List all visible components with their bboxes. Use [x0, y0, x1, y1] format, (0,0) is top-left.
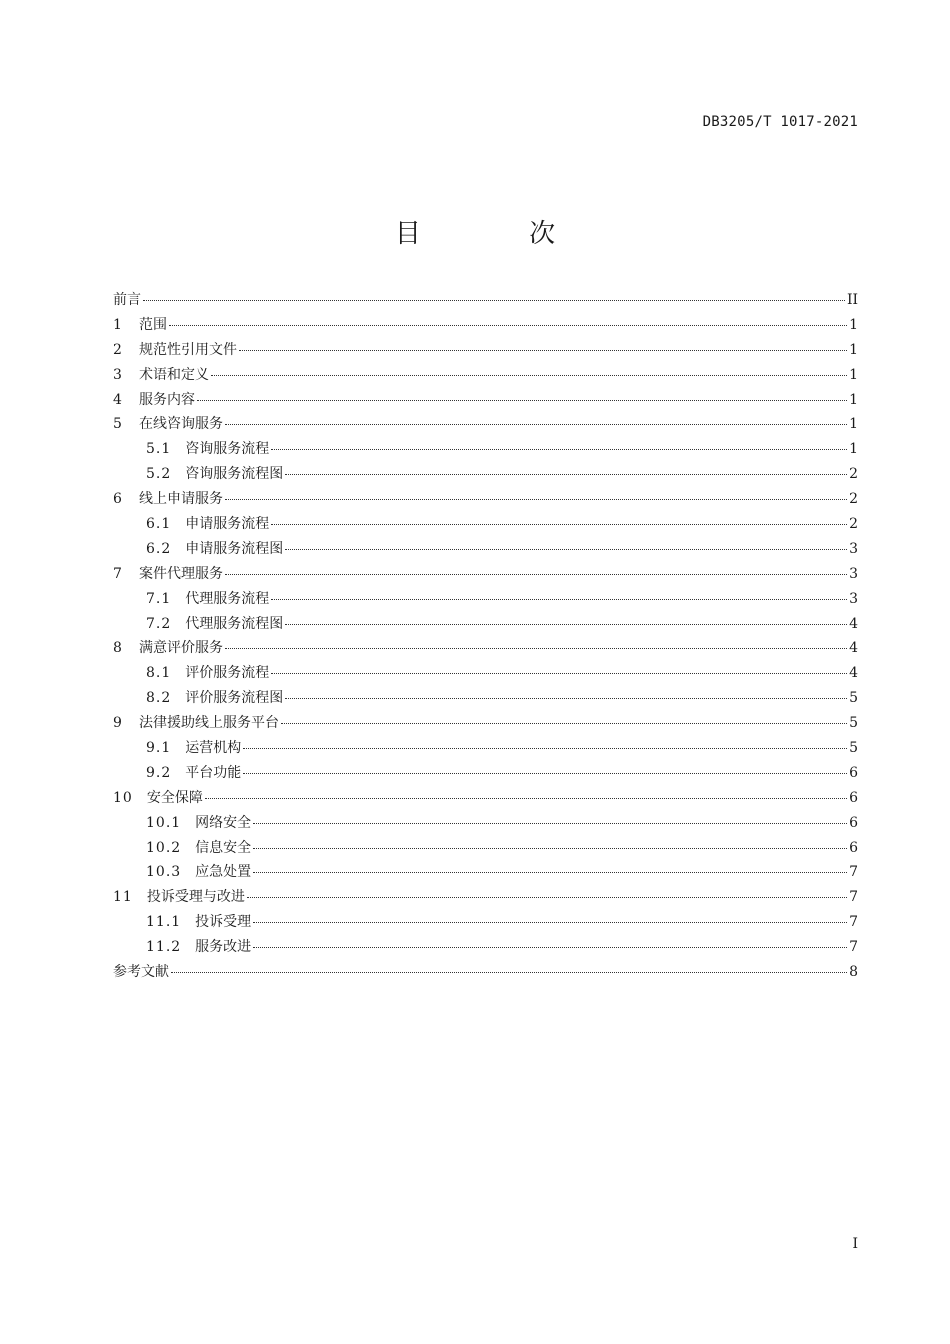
toc-entry-title: 法律援助线上服务平台 [139, 715, 279, 732]
toc-entry-page: 4 [849, 640, 858, 657]
toc-dot-leader [285, 474, 847, 475]
toc-entry[interactable] [113, 711, 858, 736]
toc-entry-page: 7 [849, 889, 858, 906]
toc-entry-title: 安全保障 [146, 789, 203, 806]
toc-entry-page: 4 [849, 615, 858, 632]
page-number: I [852, 1236, 858, 1252]
toc-entry-title: 术语和定义 [139, 366, 209, 383]
toc-dot-leader [197, 400, 847, 401]
toc-entry-number: 6.2 [146, 540, 172, 557]
toc-dot-leader [271, 599, 847, 600]
toc-dot-leader [143, 300, 845, 301]
toc-entry-number: 9.1 [146, 740, 172, 757]
toc-entry-page: 1 [849, 341, 858, 358]
toc-dot-leader [225, 424, 847, 425]
toc-dot-leader [247, 897, 847, 898]
toc-entry-title: 运营机构 [185, 740, 242, 757]
toc-entry[interactable] [113, 462, 858, 487]
toc-entry[interactable] [113, 786, 858, 811]
toc-dot-leader [253, 823, 847, 824]
toc-entry-title: 案件代理服务 [139, 565, 223, 582]
toc-entry-title: 评价服务流程图 [185, 690, 284, 707]
toc-entry-number: 5.1 [146, 441, 172, 458]
toc-entry-number: 5 [113, 416, 123, 433]
toc-entry[interactable] [113, 437, 858, 462]
toc-entry-title: 网络安全 [195, 814, 252, 831]
toc-entry-page: 3 [849, 565, 858, 582]
toc-entry-number: 1 [113, 316, 123, 333]
toc-entry-number: 11 [113, 889, 133, 906]
toc-entry[interactable] [113, 935, 858, 960]
toc-entry[interactable] [113, 686, 858, 711]
toc-dot-leader [281, 723, 847, 724]
toc-entry-page: 1 [849, 391, 858, 408]
toc-entry[interactable] [113, 860, 858, 885]
toc-entry-number: 10.1 [146, 814, 182, 831]
toc-entry-title: 投诉受理 [195, 914, 252, 931]
toc-dot-leader [253, 848, 847, 849]
toc-entry[interactable] [113, 388, 858, 413]
toc-entry-page: II [846, 292, 858, 308]
toc-entry-page: 6 [849, 789, 858, 806]
toc-dot-leader [285, 549, 847, 550]
toc-entry-page: 7 [849, 864, 858, 881]
toc-entry-title: 申请服务流程 [185, 516, 270, 533]
toc-entry-page: 3 [849, 540, 858, 557]
toc-entry-title: 咨询服务流程图 [185, 466, 284, 483]
toc-entry[interactable] [113, 587, 858, 612]
toc-entry[interactable] [113, 636, 858, 661]
toc-entry-title: 咨询服务流程 [185, 441, 270, 458]
toc-entry-title: 线上申请服务 [139, 491, 223, 508]
table-of-contents [113, 288, 858, 985]
toc-dot-leader [225, 648, 847, 649]
toc-entry[interactable] [113, 811, 858, 836]
toc-dot-leader [211, 375, 847, 376]
toc-dot-leader [239, 350, 847, 351]
toc-entry-number: 6 [113, 491, 123, 508]
toc-entry-page: 1 [849, 366, 858, 383]
toc-entry-page: 6 [849, 814, 858, 831]
toc-entry-page: 1 [849, 316, 858, 333]
toc-entry-title: 应急处置 [195, 864, 252, 881]
toc-entry[interactable] [113, 288, 858, 313]
toc-entry-number: 10.2 [146, 839, 182, 856]
toc-dot-leader [243, 748, 847, 749]
toc-entry[interactable] [113, 612, 858, 637]
toc-entry-number: 10 [113, 789, 133, 806]
toc-entry-page: 8 [849, 964, 858, 981]
toc-dot-leader [205, 798, 847, 799]
toc-entry[interactable] [113, 363, 858, 388]
toc-entry-number: 9.2 [146, 764, 172, 781]
toc-entry-number: 7 [113, 565, 123, 582]
toc-entry-page: 5 [849, 715, 858, 732]
toc-entry-title: 平台功能 [185, 764, 242, 781]
toc-entry-page: 1 [849, 416, 858, 433]
toc-entry-number: 11.1 [146, 914, 182, 931]
toc-entry-page: 2 [849, 491, 858, 508]
toc-entry-page: 2 [849, 466, 858, 483]
toc-entry-title: 规范性引用文件 [139, 341, 237, 358]
toc-dot-leader [169, 325, 847, 326]
toc-entry-title: 代理服务流程图 [185, 615, 284, 632]
toc-dot-leader [253, 872, 847, 873]
toc-entry-number: 7.1 [146, 590, 172, 607]
toc-entry-page: 6 [849, 764, 858, 781]
toc-entry-title: 在线咨询服务 [139, 416, 223, 433]
toc-entry-number: 7.2 [146, 615, 172, 632]
toc-entry[interactable] [113, 537, 858, 562]
toc-entry-title: 满意评价服务 [139, 640, 223, 657]
toc-dot-leader [271, 449, 847, 450]
toc-entry[interactable] [113, 761, 858, 786]
toc-dot-leader [253, 922, 847, 923]
toc-dot-leader [243, 773, 847, 774]
page-title: 目 次 [394, 219, 606, 250]
toc-entry-page: 4 [849, 665, 858, 682]
toc-entry[interactable] [113, 412, 858, 437]
toc-dot-leader [171, 972, 847, 973]
toc-entry-number: 4 [113, 391, 123, 408]
toc-dot-leader [225, 499, 847, 500]
toc-entry-page: 3 [849, 590, 858, 607]
toc-entry-page: 2 [849, 516, 858, 533]
toc-entry-title: 投诉受理与改进 [146, 889, 245, 906]
toc-entry[interactable] [113, 313, 858, 338]
toc-entry[interactable] [113, 910, 858, 935]
toc-entry[interactable] [113, 338, 858, 363]
toc-entry-page: 5 [849, 740, 858, 757]
toc-entry-page: 7 [849, 914, 858, 931]
toc-entry[interactable] [113, 836, 858, 861]
toc-entry-number: 11.2 [146, 939, 182, 956]
toc-entry[interactable] [113, 960, 858, 985]
toc-entry-title: 前言 [113, 292, 141, 308]
toc-entry-number: 10.3 [146, 864, 182, 881]
toc-dot-leader [225, 574, 847, 575]
toc-entry-number: 8 [113, 640, 123, 657]
toc-dot-leader [253, 947, 847, 948]
toc-entry-number: 8.2 [146, 690, 172, 707]
toc-entry-title: 信息安全 [195, 839, 252, 856]
toc-entry-title: 代理服务流程 [185, 590, 270, 607]
toc-entry[interactable] [113, 512, 858, 537]
toc-entry-page: 5 [849, 690, 858, 707]
toc-entry-number: 8.1 [146, 665, 172, 682]
document-code: DB3205/T 1017-2021 [702, 114, 858, 130]
toc-entry-number: 2 [113, 341, 123, 358]
toc-dot-leader [271, 524, 847, 525]
toc-entry-page: 6 [849, 839, 858, 856]
toc-entry[interactable] [113, 885, 858, 910]
toc-entry-page: 1 [849, 441, 858, 458]
toc-entry-page: 7 [849, 939, 858, 956]
toc-dot-leader [285, 698, 847, 699]
toc-entry-number: 9 [113, 715, 123, 732]
toc-entry-title: 申请服务流程图 [185, 540, 284, 557]
toc-entry-number: 3 [113, 366, 123, 383]
toc-dot-leader [271, 673, 847, 674]
toc-entry-title: 评价服务流程 [185, 665, 270, 682]
toc-entry-title: 参考文献 [113, 964, 169, 981]
toc-entry-number: 6.1 [146, 516, 172, 533]
toc-entry-title: 范围 [139, 316, 167, 333]
toc-entry-title: 服务内容 [139, 391, 195, 408]
toc-entry[interactable] [113, 661, 858, 686]
toc-entry-title: 服务改进 [195, 939, 252, 956]
toc-entry[interactable] [113, 487, 858, 512]
toc-entry[interactable] [113, 736, 858, 761]
toc-entry-number: 5.2 [146, 466, 172, 483]
toc-entry[interactable] [113, 562, 858, 587]
toc-dot-leader [285, 624, 847, 625]
